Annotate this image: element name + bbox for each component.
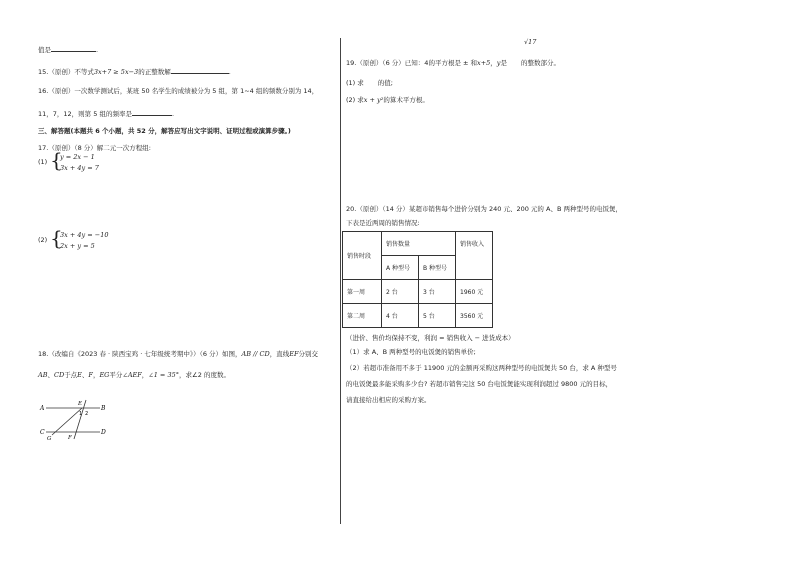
label-angle-1: 1 [79,411,83,417]
q18-sep2: 、 [81,371,89,379]
column-divider [340,38,341,524]
q17-part1-eq1: y = 2x − 1 [60,153,95,161]
q18-intro: 18.（改编自《2023 春 · 陕西宝鸡 · 七年级统考期中》）（6 分）如图， [38,350,242,358]
q19-part2-label: (2) 求 [346,96,364,104]
table-row [343,304,493,328]
q18-e: E [77,371,82,379]
q19-part1-label: (1) 求 [346,79,364,87]
q18-question: ，求∠2 的度数。 [178,371,230,379]
q14-answer-blank[interactable] [51,44,96,52]
q18-geometry-figure [38,395,108,445]
row2-type-b: 5 台 [419,304,456,328]
q16-line2-text: 11，7，12，则第 5 组的频率是 [38,110,132,118]
q19-part1-tail: 的值; [377,79,393,87]
label-c: C [40,429,45,436]
label-angle-2: 2 [85,411,89,417]
line-eg [52,408,82,435]
q19-part2 [346,96,429,105]
q18-text-c: 于点 [64,371,78,379]
q15-answer-blank[interactable] [171,66,229,74]
q17-part2-eq1: 3x + 4y = −10 [60,231,109,239]
q19-part2-expr: x + y² [363,96,384,104]
label-d: D [101,429,106,436]
q17-part2-label: (2) [38,236,48,244]
q19-y: y [496,59,501,67]
q15-tail: 的正整数解 [138,68,171,76]
q17-part1-label: (1) [38,158,48,166]
header-quantity: 销售数量 [382,232,456,256]
q17-part1-eq2: 3x + 4y = 7 [60,164,99,172]
q18-eg: EG [99,371,110,379]
row2-income: 3560 元 [456,304,493,328]
q19-x-plus-5: x+5 [477,59,491,67]
q19-line1 [346,59,560,68]
q18-f: F [88,371,93,379]
label-f: F [68,435,72,441]
q19-sep: ， [490,59,497,67]
label-b: B [101,405,106,412]
row2-period: 第二周 [343,304,382,328]
q20-sub2-line3: 请直接给出相应的采购方案。 [346,396,431,404]
q14-text: 值是 [38,46,51,54]
q18-ef: EF [289,350,299,358]
q20-sub2-line1: （2）若超市准备用不多于 11900 元的金额再采购这两种型号的电饭煲共 50 台，求 A 种型号 [346,364,617,372]
q16-line1: 16.（原创）一次数学测试后，某班 50 名学生的成绩被分为 5 组，第 1~4 组的频数分别为 14， [38,87,319,95]
q18-sep3: ， [92,371,100,379]
q19-part2-tail: 的算术平方根。 [383,96,429,104]
q17-title: 17.（原创）（8 分）解二元一次方程组: [38,144,151,152]
q19-text-b: 是 [500,59,507,67]
q19-part1 [346,79,393,88]
label-a: A [40,405,45,412]
row1-period: 第一周 [343,280,382,304]
q18-line2 [38,371,230,380]
header-type-a: A 种型号 [382,256,419,280]
label-e: E [78,401,83,407]
q20-line2: 下表是近两周的销售情况: [346,219,420,227]
q18-text-a: ，直线 [269,350,290,358]
q15: 15.（原创）不等式3x+7 ≥ 5x−3的正整数解 . [38,68,231,76]
q20-line1: 20.（原创）（14 分）某超市销售每个进价分别为 240 元、200 元的 A、B 两种型号的电饭煲， [346,205,622,213]
q17-part2-eq2: 2x + y = 5 [60,242,95,250]
q20-sub1: （1）求 A、B 两种型号的电饭煲的销售单价; [346,348,476,356]
sales-table [342,231,493,328]
row1-type-a: 2 台 [382,280,419,304]
q18-ab: AB [38,371,48,379]
header-period: 销售时段 [343,232,382,280]
q18-angle1: ∠1 = 35° [148,371,179,379]
q18-text-d: 平分 [109,371,123,379]
header-income: 销售收入 [456,232,493,280]
q17-part1-brace: { [50,148,63,172]
q17-part2-brace: { [50,226,63,250]
q18-sep1: 、 [47,371,54,379]
header-type-b: B 种型号 [419,256,456,280]
q19-text-a: 的平方根是 ± 和 [428,59,478,67]
sqrt17-label: √17 [524,38,537,46]
q14-tail: 值是 . [38,46,99,54]
q18-text-b: 分别交 [298,350,318,358]
section-3-heading: 三、解答题(本题共 6 个小题，共 52 分，解答应写出文字说明、证明过程或演算步骤。) [38,127,291,135]
q20-sub2-line2: 的电饭煲最多能采购多少台? 若超市销售完这 50 台电饭煲能实现利润超过 9800 元的目标， [346,380,613,388]
q18-parallel: AB // CD [241,350,270,358]
row1-income: 1960 元 [456,280,493,304]
table-row [343,280,493,304]
q15-expression: 3x+7 ≥ 5x−3 [93,68,139,76]
q20-note: （进价、售价均保持不变，利润 = 销售收入 − 进货成本） [346,334,515,342]
q18-sep4: ， [141,371,149,379]
q16-answer-blank[interactable] [132,108,172,116]
label-g: G [47,436,52,442]
q16-line2: 11，7，12，则第 5 组的频率是 . [38,110,175,118]
q15-label: 15.（原创）不等式 [38,68,94,76]
row1-type-b: 3 台 [419,280,456,304]
q18-cd: CD [53,371,65,379]
q18-angle-aef: ∠AEF [122,371,142,379]
row2-type-a: 4 台 [382,304,419,328]
q19-intro: 19.（原创）（6 分）已知：4 [346,59,429,67]
q18-line1 [38,350,318,359]
q19-text-c: 的整数部分。 [520,59,560,67]
